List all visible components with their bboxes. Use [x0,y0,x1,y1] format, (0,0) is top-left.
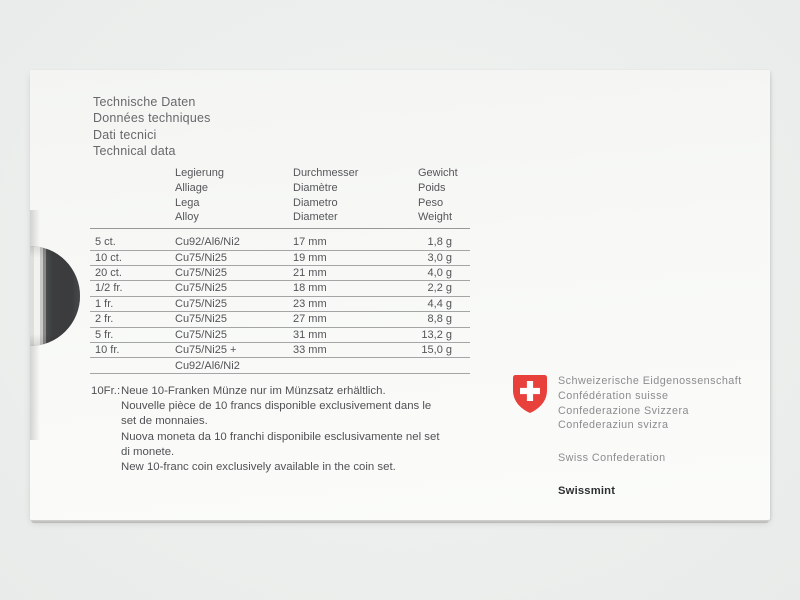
alloy-cell: Cu75/Ni25 [175,266,293,281]
heading-line-de: Technische Daten [93,95,196,109]
alloy-cell: Cu75/Ni25 [175,327,293,342]
alloy-cell: Cu75/Ni25 [175,312,293,327]
confederation-name-de: Schweizerische Eidgenossenschaft [558,375,742,387]
diameter-cell: 33 mm [293,343,418,358]
denomination-cell: 1 fr. [90,296,175,311]
weight-cell [418,358,470,374]
table-row [90,250,470,265]
weight-cell: 2,2 g [418,281,470,296]
swiss-confederation-block [513,373,763,573]
weight-cell: 4,0 g [418,266,470,281]
alloy-cell: Cu75/Ni25 [175,281,293,296]
heading-line-it: Dati tecnici [93,127,157,142]
coin-spec-table [90,166,470,374]
alloy-cell: Cu92/Al6/Ni2 [175,229,293,250]
denomination-cell: 1/2 fr. [90,281,175,296]
weight-cell: 15,0 g [418,343,470,358]
diameter-cell: 31 mm [293,327,418,342]
table-row [90,229,470,250]
heading-line-en: Technical data [93,143,176,158]
diameter-cell: 18 mm [293,281,418,296]
footnote-label: 10Fr.: [91,385,121,397]
confederation-name-en: Swiss Confederation [558,452,666,464]
diameter-column-header: Durchmesser Diamètre Diametro Diameter [293,166,418,229]
footnote-line-fr-1: Nouvelle pièce de 10 francs disponible exclusivement dans le [121,400,432,413]
alloy-cell: Cu75/Ni25 + [175,343,293,358]
table-row [90,312,470,327]
denomination-cell: 2 fr. [90,312,175,327]
denomination-cell: 5 fr. [90,327,175,342]
confederation-name-fr: Confédération suisse [558,389,669,402]
denomination-cell: 5 ct. [90,229,175,250]
footnote-line-it-1: Nuova moneta da 10 franchi disponibile esclusivamente nel set [121,430,440,443]
denomination-cell [90,358,175,374]
cross-horizontal-bar [520,388,540,394]
alloy-column-header: Legierung Alliage Lega Alloy [175,166,293,229]
thumb-notch-cutout [30,246,80,346]
diameter-cell: 17 mm [293,229,418,250]
table-header-row [90,166,470,229]
table-row [90,281,470,296]
denomination-cell: 10 fr. [90,343,175,358]
confederation-names [558,374,742,433]
footnote-line-it-2: di monete. [121,445,175,458]
weight-cell: 3,0 g [418,250,470,265]
weight-cell: 8,8 g [418,312,470,327]
footnote-line-en: New 10-franc coin exclusively available in the coin set. [121,461,396,474]
coin-set-package-back [30,70,770,520]
alloy-cell: Cu92/Al6/Ni2 [175,358,293,374]
diameter-cell: 21 mm [293,266,418,281]
denomination-cell: 20 ct. [90,266,175,281]
diameter-cell: 19 mm [293,250,418,265]
inner-tray-through-notch [30,246,80,346]
alloy-cell: Cu75/Ni25 [175,296,293,311]
table-row [90,327,470,342]
diameter-cell [293,358,418,374]
diameter-cell: 27 mm [293,312,418,327]
table-row [90,343,470,358]
weight-cell: 13,2 g [418,327,470,342]
footnote-line-fr-2: set de monnaies. [121,415,208,428]
heading-line-fr: Données techniques [93,111,211,126]
denomination-cell: 10 ct. [90,250,175,265]
swissmint-wordmark: Swissmint [558,485,616,497]
alloy-cell: Cu75/Ni25 [175,250,293,265]
weight-cell: 1,8 g [418,229,470,250]
table-row-alloy-continuation [90,358,470,374]
denomination-column-header [90,166,175,229]
confederation-name-it: Confederazione Svizzera [558,404,689,417]
diameter-cell: 23 mm [293,296,418,311]
technical-data-heading [93,94,211,159]
ten-franc-footnote [91,384,451,475]
table-row [90,266,470,281]
weight-cell: 4,4 g [418,296,470,311]
swiss-coat-of-arms-icon [513,375,547,413]
table-row [90,296,470,311]
confederation-name-rm: Confederaziun svizra [558,419,669,432]
weight-column-header: Gewicht Poids Peso Weight [418,166,470,229]
footnote-line-de: Neue 10-Franken Münze nur im Münzsatz erhältlich. [121,385,386,397]
